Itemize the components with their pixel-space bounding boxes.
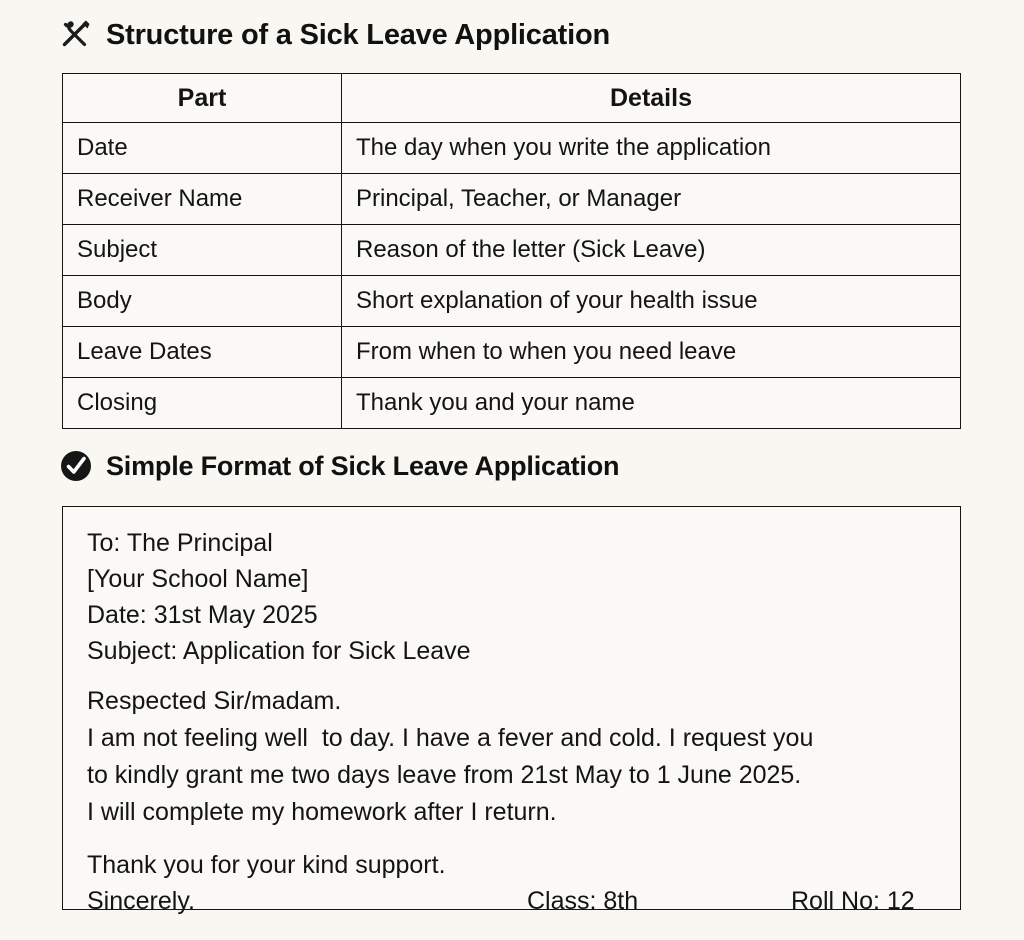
cell-part: Date (63, 123, 342, 174)
spacer (87, 669, 936, 683)
letter-line-school-name: [Your School Name] (87, 565, 309, 593)
sick-leave-letter-box (62, 506, 961, 915)
letter-line-body-2: to kindly grant me two days leave from 21st May to 1 June 2025. (87, 761, 802, 789)
cell-part: Receiver Name (63, 174, 342, 225)
table-header-row (63, 74, 961, 123)
cell-details: Short explanation of your health issue (342, 276, 961, 327)
cell-details: Reason of the letter (Sick Leave) (342, 225, 961, 276)
section-heading-format (0, 450, 619, 482)
letter-signoff-sincerely: Sincerely. (87, 887, 195, 915)
letter-line-subject: Subject: Application for Sick Leave (87, 637, 471, 665)
cell-part: Leave Dates (63, 327, 342, 378)
cell-details: The day when you write the application (342, 123, 961, 174)
letter-line-salutation: Respected Sir/madam. (87, 687, 342, 715)
cell-part: Subject (63, 225, 342, 276)
letter-signoff-roll-no: Roll No: 12 (791, 887, 915, 915)
crossed-pens-icon (62, 18, 92, 52)
cell-details: Principal, Teacher, or Manager (342, 174, 961, 225)
letter-closing-block (87, 847, 936, 919)
letter-signoff-class: Class: 8th (527, 887, 639, 915)
section-heading-format-label: Simple Format of Sick Leave Application (106, 450, 620, 481)
letter-line-thanks: Thank you for your kind support. (87, 851, 446, 879)
section-heading-structure (0, 18, 610, 52)
letter-line-to: To: The Principal (87, 529, 273, 557)
table-row (63, 276, 961, 327)
column-header-part: Part (63, 74, 342, 123)
structure-table (62, 73, 961, 429)
cell-details: From when to when you need leave (342, 327, 961, 378)
letter-line-date: Date: 31st May 2025 (87, 601, 318, 629)
table-row (63, 327, 961, 378)
table-row (63, 225, 961, 276)
letter-line-body-3: I will complete my homework after I return. (87, 798, 557, 826)
spacer (87, 831, 936, 847)
table-row (63, 378, 961, 429)
cell-part: Body (63, 276, 342, 327)
table-row (63, 123, 961, 174)
structure-table-body (63, 123, 961, 429)
table-row (63, 174, 961, 225)
cell-details: Thank you and your name (342, 378, 961, 429)
structure-table-head (63, 74, 961, 123)
letter-header-block (87, 525, 936, 669)
letter-body-block (87, 683, 936, 831)
column-header-details: Details (342, 74, 961, 123)
letter-line-body-1: I am not feeling well to day. I have a fever and cold. I request you (87, 724, 814, 752)
letter-signoff-row (87, 883, 936, 919)
cell-part: Closing (63, 378, 342, 429)
check-circle-icon (62, 450, 92, 482)
section-heading-structure-label: Structure of a Sick Leave Application (106, 18, 610, 51)
